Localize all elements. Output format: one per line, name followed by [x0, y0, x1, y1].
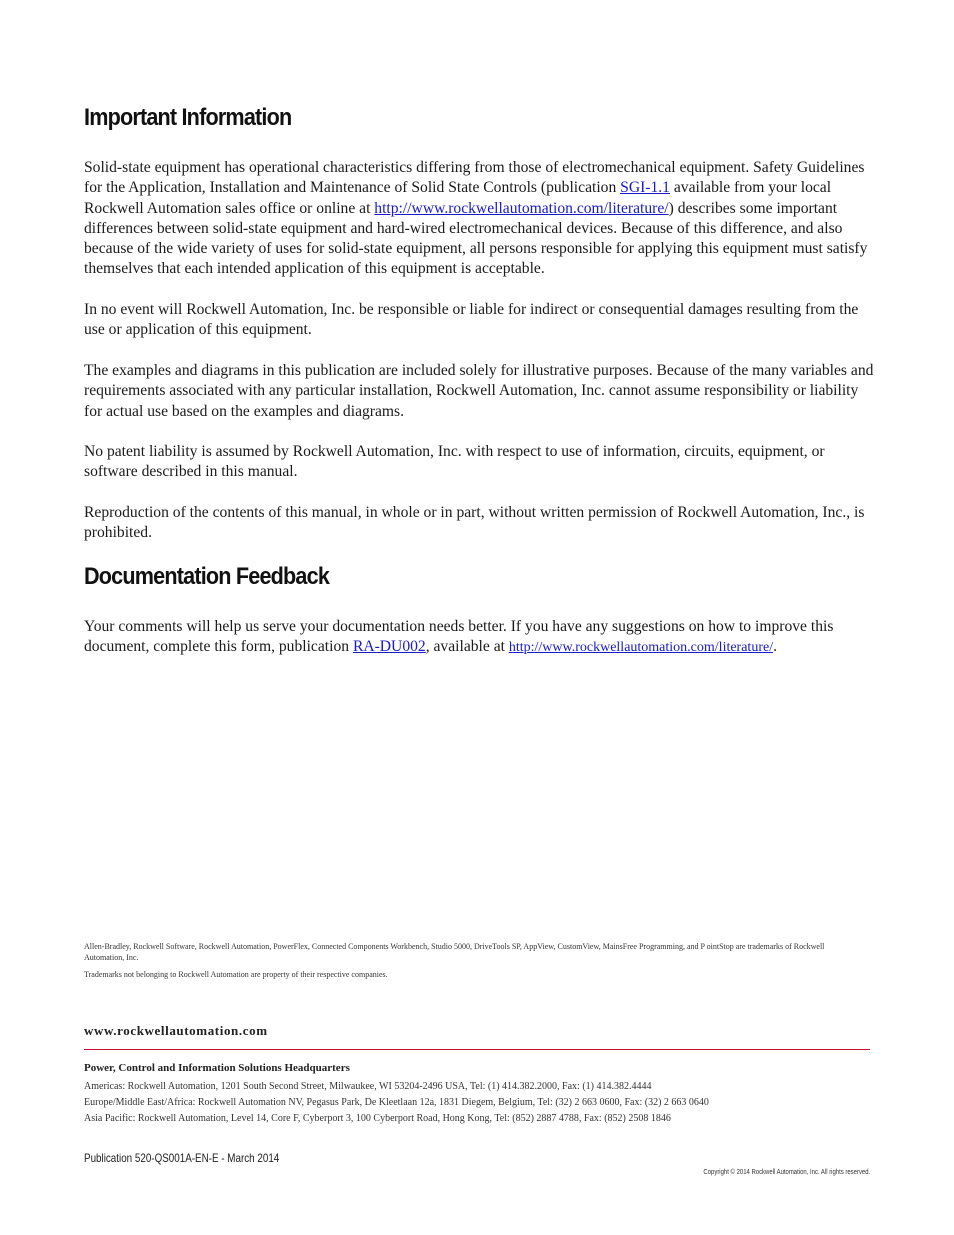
sgi-link[interactable]: SGI-1.1 — [620, 179, 670, 197]
footer-divider — [84, 1049, 870, 1050]
emea-address: Europe/Middle East/Africa: Rockwell Automation NV, Pegasus Park, De Kleetlaan 12a, 1831 Diegem, Belgium, Tel: (32) 2 663 0600, Fax: (32) 2 663 0640 — [84, 1097, 709, 1108]
feedback-text-1: Your comments will help us serve your documentation needs better. If you have any suggestions on how to improve this document, complete this form, publication — [84, 618, 834, 656]
website-url[interactable]: www.rockwellautomation.com — [84, 1023, 268, 1038]
reproduction-paragraph: Reproduction of the contents of this manual, in whole or in part, without written permission of Rockwell Automation, Inc., is prohibited. — [84, 504, 865, 542]
safety-paragraph — [84, 158, 876, 280]
third-party-trademarks-text: Trademarks not belonging to Rockwell Automation are property of their respective companies. — [84, 970, 388, 979]
feedback-literature-link[interactable]: http://www.rockwellautomation.com/literature/ — [508, 640, 774, 656]
literature-link[interactable]: http://www.rockwellautomation.com/literature/ — [374, 199, 669, 217]
liability-paragraph: In no event will Rockwell Automation, Inc. be responsible or liable for indirect or consequential damages resulting from the use or application of this equipment. — [84, 301, 859, 339]
important-information-heading: Important Information — [84, 104, 292, 131]
trademarks-text: Allen-Bradley, Rockwell Software, Rockwell Automation, PowerFlex, Connected Components Workbench, Studio 5000, DriveTools SP, AppView, CustomView, MainsFree Programming, and P ointStop are trademarks of Rockwell Automation, Inc. — [84, 942, 825, 962]
copyright-notice: Copyright © 2014 Rockwell Automation, Inc. All rights reserved. — [703, 1169, 870, 1176]
headquarters-title: Power, Control and Information Solutions Headquarters — [84, 1062, 350, 1074]
safety-text-1: Solid-state equipment has operational characteristics differing from those of electromechanical equipment. Safety Guidelines for the Application, Installation and Maintenance of Solid State Controls (publication — [84, 159, 865, 197]
examples-paragraph: The examples and diagrams in this publication are included solely for illustrative purposes. Because of the many variables and requirements associated with any particular installation, Rockwell Automation, Inc. cannot assume responsibility or liability for actual use based on the examples and diagrams. — [84, 362, 874, 420]
ra-du002-link[interactable]: RA-DU002 — [352, 638, 426, 656]
feedback-paragraph — [84, 617, 876, 659]
documentation-feedback-heading: Documentation Feedback — [84, 563, 330, 590]
safety-text-3: ) describes some important differences between solid-state equipment and hard-wired electromechanical devices. Because of this difference, and also because of the wide variety of uses for solid-state equipment, all persons responsible for applying this equipment must satisfy themselves that each intended application of this equipment is acceptable. — [84, 199, 868, 278]
feedback-text-2: , available at — [425, 638, 509, 656]
americas-address: Americas: Rockwell Automation, 1201 South Second Street, Milwaukee, WI 53204-2496 USA, Tel: (1) 414.382.2000, Fax: (1) 414.382.4444 — [84, 1081, 652, 1092]
publication-number: Publication 520-QS001A-EN-E - March 2014 — [84, 1151, 280, 1165]
safety-text-2: available from your local Rockwell Automation sales office or online at — [84, 179, 832, 217]
apac-address: Asia Pacific: Rockwell Automation, Level 14, Core F, Cyberport 3, 100 Cyberport Road, Hong Kong, Tel: (852) 2887 4788, Fax: (852) 2508 1846 — [84, 1113, 671, 1124]
patent-paragraph: No patent liability is assumed by Rockwell Automation, Inc. with respect to use of information, circuits, equipment, or software described in this manual. — [84, 443, 825, 481]
feedback-text-3: . — [773, 638, 777, 656]
